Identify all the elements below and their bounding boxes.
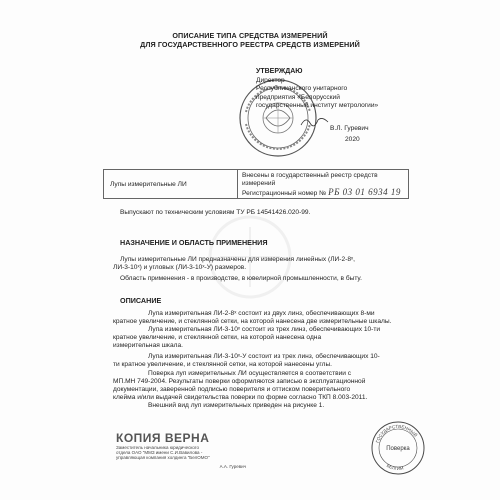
approval-position-2: Республиканского унитарного [256,85,348,93]
copy-stamp-line-3: управляющая компания холдинга "БелОМО" [116,455,210,461]
desc-line-4: кратное увеличение, и стеклянной сетки, на которой нанесена одна [113,334,322,341]
desc-line-10: документации, заверенной подписью поверителя и оттиском поверительного [113,386,351,393]
doc-title-line2: ДЛЯ ГОСУДАРСТВЕННОГО РЕЕСТРА СРЕДСТВ ИЗМЕРЕНИЙ [140,40,360,49]
handwritten-signature-icon [300,116,330,128]
copy-stamp-line-2: отдела ОАО "ММЗ имени С.И.Вавилова - [116,450,203,456]
doc-title-line1: ОПИСАНИЕ ТИПА СРЕДСТВА ИЗМЕРЕНИЙ [172,31,328,40]
copy-certified-stamp [116,432,246,469]
desc-line-7: ти кратное увеличение, и стеклянной сетки, на которой нанесены углы. [113,361,333,368]
instrument-name: Лупы измерительные ЛИ [104,170,238,198]
approval-year: 2020 [345,136,360,143]
approval-signature-name: В.Л. Гуревич [330,125,369,132]
round-seal-icon [368,418,428,478]
tech-conditions: Выпускают по техническим условиям ТУ РБ 14541426.020-99. [120,209,311,216]
svg-text:БЕЛГИМ [386,463,404,471]
purpose-line-1: Лупы измерительные ЛИ предназначены для измерения линейных (ЛИ-2-8ˣ, [120,256,355,263]
desc-line-8: Поверка луп измерительных ЛИ осуществляется в соответствии с [148,370,352,377]
seal-bottom-text: БЕЛГИМ [385,462,404,472]
seal-top-text: ГОСУДАРСТВЕННЫЙ [374,423,419,444]
section-heading-purpose: НАЗНАЧЕНИЕ И ОБЛАСТЬ ПРИМЕНЕНИЯ [120,238,268,247]
desc-line-11: клейма и/или выдачей свидетельства поверки по форме согласно ТКП 8.003-2011. [113,394,368,401]
copy-stamp-line-1: Заместитель начальника юридического [116,445,199,450]
section-heading-description: ОПИСАНИЕ [120,296,162,305]
regnum-value: РБ 03 01 6934 19 [328,187,401,197]
desc-line-9: МП.МН 749-2004. Результаты поверки оформляются записью в эксплуатационной [113,378,366,385]
copy-stamp-sign: А.А. Гуревич [219,463,246,469]
copy-stamp-title: КОПИЯ ВЕРНА [116,431,210,445]
registry-text-1: Внесены в государственный реестр средств [242,172,378,179]
approval-title: УТВЕРЖДАЮ [256,68,303,75]
desc-line-3: Лупа измерительная ЛИ-3-10ˣ состоит из трех линз, обеспечивающих 10-ти [148,326,381,333]
desc-line-12: Внешний вид луп измерительных приведен на рисунке 1. [148,402,325,409]
regnum-label: Регистрационный номер № [242,190,327,197]
approval-position-1: Директор [256,76,285,84]
registry-text-2: измерений [242,180,276,187]
approval-position-4: государственный институт метрологии» [256,102,379,110]
desc-line-5: измерительная шкала. [113,342,183,349]
purpose-line-3: Область применения - в производстве, в ювелирной промышленности, в быту. [120,275,362,282]
purpose-line-2: ЛИ-3-10ˣ) и угловых (ЛИ-3-10ˣ-У) размеров. [113,264,247,271]
approval-position-3: предприятия «Белорусский [256,93,340,101]
seal-center-text: Поверка [386,446,410,452]
approval-block [256,68,456,111]
desc-line-6: Лупа измерительная ЛИ-3-10ˣ-У состоит из трех линз, обеспечивающих 10- [148,353,380,360]
desc-line-2: кратное увеличение, и стеклянной сетки, на которой нанесена две измерительные шкалы. [113,318,392,325]
desc-line-1: Лупа измерительная ЛИ-2-8ˣ состоит из двух линз, обеспечивающих 8-ми [148,310,375,317]
registry-table [103,169,409,199]
